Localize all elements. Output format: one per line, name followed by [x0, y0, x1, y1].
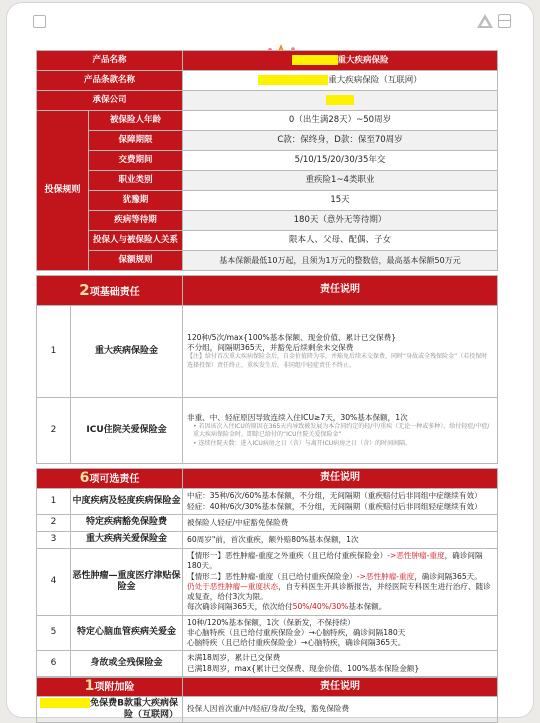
rule-label: 被保险人年龄 [89, 111, 183, 131]
table-row: 免保费B款重大疾病保险（互联网） 投保人因首次重/中/轻症/身故/全残，豁免保险费 [37, 696, 498, 722]
rule-label: 犹豫期 [89, 191, 183, 211]
rule-row [37, 231, 498, 251]
company-row [37, 91, 498, 111]
table-row: 4 恶性肿瘤—重度医疗津贴保险金 【情形一】恶性肿瘤-重度之外重疾（且已给付重疾保险金）->恶性肿瘤-重度，确诊间隔180天。 【情形二】恶性肿瘤-重度（且已给付重疾保险金）->恶性肿瘤-重度，确诊间隔365天。 仍处于恶性肿瘤—重度状态，自专科医生开具诊断报告，并经医院专科医生进行治疗、随诊或复查，给付3次为限。 每次确诊间隔365天，依次给付50%/40%/30%基本保额。 [37, 549, 498, 616]
optional-resp-header [37, 469, 498, 489]
clause-name-value: 重大疾病保险（互联网） [183, 71, 498, 91]
company-label: 承保公司 [37, 91, 183, 111]
rule-row [37, 151, 498, 171]
rule-row [37, 171, 498, 191]
resp-desc: 120种/5次/max{100%基本保额、现金价值、累计已交保费} 不分组，间隔期365天，并豁免后续剩余未交保费 【注】给付首次重大疾病保险金后，自金价值降为零，并豁免后续未交保费，同时“身故或全残保险金”（若投保时选择投保）责任终止，重疾发生后，非同组中轻症责任不终止。 [183, 306, 498, 398]
rule-label: 疾病等待期 [89, 211, 183, 231]
optional-resp-table [36, 468, 498, 677]
rule-label: 交费期间 [89, 151, 183, 171]
basic-resp-header [37, 276, 498, 306]
table-row: 3 重大疾病关爱保险金 60周岁"前，首次重疾，额外赔80%基本保额，1次 [37, 532, 498, 549]
table-row: 1 中度疾病及轻度疾病保险金 中症：35种/6次/60%基本保额，不分组，无间隔期（重疾赔付后非同组中症继续有效） 轻症：40种/6次/30%基本保额，不分组，无间隔期（重疾赔付后非同组轻症继续有效） [37, 489, 498, 515]
rule-value: 15天 [183, 191, 498, 211]
table-row: 5 特定心脑血管疾病关爱金 10种/120%基本保额，1次（保新发，不保持续） 非心脑特疾（且已给付重疾保险金）→心脑特疾，确诊间隔180天 心脑特疾（且已给付重疾保险金）→心脑特疾，确诊间隔365天。 [37, 615, 498, 651]
rule-label: 保障期限 [89, 131, 183, 151]
rule-label: 保额规则 [89, 251, 183, 271]
table-row: 2 ICU住院关爱保险金 非重、中、轻症原因导致连续入住ICU≥7天，30%基本保额，1次 • 若因该次入住ICU的原因在365天内导致被发展为本合同约定的轻/中/重疾（无论一种或多种），给付轻症/中症/重大疾病保险金时，即除已给付的“ICU住院关爱保险金” • 连续住院天数：进入ICU病房之日（含）与离开ICU病房之日（含）的时间间隔。 [37, 398, 498, 464]
clause-name-row [37, 71, 498, 91]
rule-value: C款：保终身，D款：保至70周岁 [183, 131, 498, 151]
addon-table [36, 677, 498, 723]
rule-value: 5/10/15/20/30/35年交 [183, 151, 498, 171]
basic-info-table [36, 50, 498, 271]
clause-name-label: 产品条款名称 [37, 71, 183, 91]
rule-value: 0（出生满28天）~50周岁 [183, 111, 498, 131]
table-row: 2 特定疾病豁免保险费 被保险人轻症/中症豁免保险费 [37, 515, 498, 532]
rule-value: 限本人、父母、配偶、子女 [183, 231, 498, 251]
company-value [183, 91, 498, 111]
basic-resp-title: 2项基础责任 [37, 276, 183, 306]
product-sheet [36, 50, 498, 723]
rule-value: 基本保额最低10万起，且须为1万元的整数倍，最高基本保额50万元 [183, 251, 498, 271]
rule-row [37, 191, 498, 211]
rule-value: 180天（意外无等待期） [183, 211, 498, 231]
edit-icon[interactable] [477, 14, 493, 28]
resp-desc: 非重、中、轻症原因导致连续入住ICU≥7天，30%基本保额，1次 • 若因该次入住ICU的原因在365天内导致被发展为本合同约定的轻/中/重疾（无论一种或多种），给付轻症/中症/重大疾病保险金时，即除已给付的“ICU住院关爱保险金” • 连续住院天数：进入ICU病房之日（含）与离开ICU病房之日（含）的时间间隔。 [183, 398, 498, 464]
rule-label: 投保人与被保险人关系 [89, 231, 183, 251]
rules-label: 投保规则 [37, 111, 89, 271]
basic-resp-desc-header: 责任说明 [183, 276, 498, 306]
optional-resp-desc-header: 责任说明 [183, 469, 498, 489]
rule-value: 重疾险1~4类职业 [183, 171, 498, 191]
table-row: 1 重大疾病保险金 120种/5次/max{100%基本保额、现金价值、累计已交保费} 不分组，间隔期365天，并豁免后续剩余未交保费 【注】给付首次重大疾病保险金后，自金价值降为零，并豁免后续未交保费，同时“身故或全残保险金”（若投保时选择投保）责任终止，重疾发生后，非同组中轻症责任不终止。 [37, 306, 498, 398]
optional-resp-title: 6项可选责任 [37, 469, 183, 489]
viewer-toolbar [7, 3, 533, 41]
product-name-label: 产品名称 [37, 51, 183, 71]
table-row: 6 身故或全残保险金 未满18周岁，累计已交保费 已满18周岁，max{累计已交保费、现金价值、100%基本保险金额} [37, 651, 498, 677]
rule-row [37, 251, 498, 271]
viewer-tools [477, 14, 511, 29]
product-name-value: 重大疾病保险 [183, 51, 498, 71]
addon-header [37, 677, 498, 696]
addon-title: 1项附加险 [37, 677, 183, 696]
rule-row [37, 211, 498, 231]
rule-row [37, 131, 498, 151]
checkbox-icon[interactable] [33, 15, 46, 28]
rule-row [37, 111, 498, 131]
window-icon[interactable] [498, 14, 511, 28]
product-name-row [37, 51, 498, 71]
rule-label: 职业类别 [89, 171, 183, 191]
addon-desc-header: 责任说明 [183, 677, 498, 696]
basic-resp-table [36, 275, 498, 464]
